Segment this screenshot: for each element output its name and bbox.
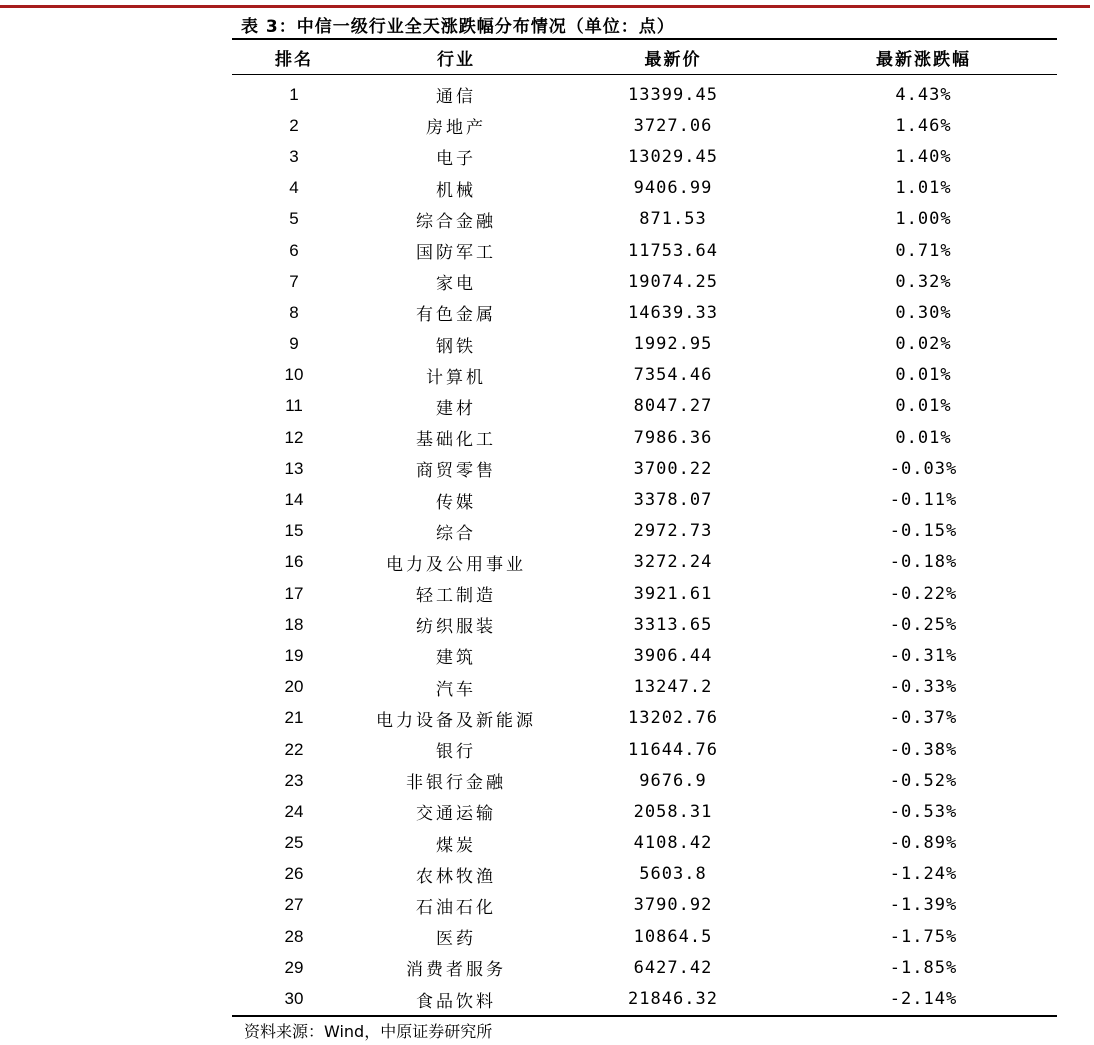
header-industry: 行业 <box>356 39 556 75</box>
cell-price: 2058.31 <box>633 801 713 822</box>
cell-rank: 11 <box>285 396 303 416</box>
cell-industry: 纺织服装 <box>416 617 496 638</box>
cell-price: 11753.64 <box>628 240 718 261</box>
cell-industry: 计算机 <box>426 367 486 388</box>
table-row <box>232 422 1057 453</box>
cell-change: -1.75% <box>889 926 958 947</box>
cell-change: 0.30% <box>895 302 952 323</box>
table-row <box>232 703 1057 734</box>
cell-rank: 1 <box>289 84 299 104</box>
cell-industry: 电子 <box>436 149 476 170</box>
cell-change: -0.11% <box>889 490 958 511</box>
cell-change: 0.71% <box>895 240 952 261</box>
cell-change: -0.31% <box>889 645 958 666</box>
cell-price: 3272.24 <box>633 552 713 573</box>
cell-change: -0.52% <box>889 770 958 791</box>
cell-rank: 22 <box>284 739 304 759</box>
table-row <box>232 110 1057 141</box>
table-row <box>232 828 1057 859</box>
cell-industry: 汽车 <box>436 679 476 700</box>
cell-price: 9676.9 <box>639 770 707 791</box>
cell-industry: 交通运输 <box>416 804 496 825</box>
table-row <box>232 235 1057 266</box>
cell-industry: 基础化工 <box>416 430 496 451</box>
cell-industry: 房地产 <box>426 118 486 139</box>
cell-rank: 8 <box>289 302 299 322</box>
cell-change: -0.53% <box>889 801 958 822</box>
cell-price: 1992.95 <box>633 334 713 355</box>
cell-price: 10864.5 <box>633 926 713 947</box>
cell-industry: 食品饮料 <box>356 983 556 1015</box>
cell-rank: 25 <box>284 833 304 853</box>
table-row <box>232 391 1057 422</box>
cell-price: 7986.36 <box>633 427 713 448</box>
cell-change: 1.40% <box>895 146 952 167</box>
cell-change: -0.22% <box>889 583 958 604</box>
cell-industry: 煤炭 <box>436 835 476 856</box>
cell-price: 3790.92 <box>633 895 713 916</box>
table-row <box>232 796 1057 827</box>
cell-rank: 7 <box>289 271 299 291</box>
cell-industry: 商贸零售 <box>416 461 496 482</box>
cell-industry: 国防军工 <box>416 243 496 264</box>
cell-change: 0.32% <box>895 271 952 292</box>
cell-industry: 消费者服务 <box>406 960 506 981</box>
cell-price: 3313.65 <box>633 614 713 635</box>
cell-change: 4.43% <box>895 84 952 105</box>
cell-rank: 3 <box>289 146 299 166</box>
table-row <box>232 765 1057 796</box>
table-row <box>232 547 1057 578</box>
cell-industry: 综合 <box>436 523 476 544</box>
table-row <box>232 640 1057 671</box>
table-row <box>232 484 1057 515</box>
header-change: 最新涨跌幅 <box>790 39 1057 75</box>
cell-rank: 15 <box>284 521 304 541</box>
cell-price: 3906.44 <box>633 645 713 666</box>
table-row <box>232 516 1057 547</box>
table-row <box>232 173 1057 204</box>
cell-industry: 建筑 <box>436 648 476 669</box>
table-row <box>232 952 1057 983</box>
cell-industry: 机械 <box>436 180 476 201</box>
header-rank: 排名 <box>232 39 356 75</box>
cell-industry: 有色金属 <box>416 305 496 326</box>
cell-change: -1.24% <box>889 864 958 885</box>
cell-rank: 2 <box>289 115 299 135</box>
cell-industry: 通信 <box>436 87 476 108</box>
cell-industry: 石油石化 <box>416 897 496 918</box>
cell-rank: 24 <box>284 801 304 821</box>
cell-rank: 26 <box>284 864 304 884</box>
cell-industry: 电力设备及新能源 <box>376 710 536 731</box>
table-row <box>232 859 1057 890</box>
cell-rank: 6 <box>289 240 299 260</box>
cell-industry: 钢铁 <box>436 336 476 357</box>
table-row <box>232 141 1057 172</box>
table-row <box>232 360 1057 391</box>
cell-price: 13247.2 <box>633 677 713 698</box>
cell-change: -1.39% <box>889 895 958 916</box>
table-row <box>232 890 1057 921</box>
cell-rank: 5 <box>289 209 299 229</box>
table-row <box>232 672 1057 703</box>
cell-rank: 16 <box>284 552 304 572</box>
cell-change: -1.85% <box>889 957 958 978</box>
header-price: 最新价 <box>556 39 790 75</box>
cell-price: 14639.33 <box>628 302 718 323</box>
cell-change: 0.02% <box>895 334 952 355</box>
cell-change: -2.14% <box>790 983 1057 1015</box>
table-row <box>232 297 1057 328</box>
cell-price: 3921.61 <box>633 583 713 604</box>
cell-rank: 28 <box>284 926 304 946</box>
cell-price: 19074.25 <box>628 271 718 292</box>
cell-price: 7354.46 <box>633 365 713 386</box>
top-rule <box>0 5 1090 8</box>
cell-change: -0.33% <box>889 677 958 698</box>
cell-price: 21846.32 <box>556 983 790 1015</box>
table-caption: 表 3：中信一级行业全天涨跌幅分布情况（单位：点） <box>241 17 675 37</box>
cell-change: -0.18% <box>889 552 958 573</box>
cell-rank: 9 <box>289 334 299 354</box>
cell-change: -0.15% <box>889 521 958 542</box>
cell-price: 5603.8 <box>639 864 707 885</box>
cell-price: 13029.45 <box>628 146 718 167</box>
cell-rank: 27 <box>284 895 304 915</box>
cell-rank: 30 <box>232 983 356 1015</box>
cell-rank: 4 <box>289 178 299 198</box>
table-row <box>232 329 1057 360</box>
cell-price: 2972.73 <box>633 521 713 542</box>
industry-change-table <box>232 38 1057 1017</box>
cell-rank: 23 <box>284 770 304 790</box>
cell-industry: 建材 <box>436 398 476 419</box>
cell-change: 0.01% <box>895 427 952 448</box>
cell-rank: 12 <box>284 427 304 447</box>
cell-industry: 农林牧渔 <box>416 866 496 887</box>
cell-price: 6427.42 <box>633 957 713 978</box>
cell-price: 13399.45 <box>628 84 718 105</box>
table-row <box>232 578 1057 609</box>
cell-change: -0.89% <box>889 833 958 854</box>
cell-price: 13202.76 <box>628 708 718 729</box>
table-header-row <box>232 39 1057 75</box>
cell-industry: 医药 <box>436 929 476 950</box>
cell-change: -0.03% <box>889 458 958 479</box>
source-note: 资料来源：Wind，中原证券研究所 <box>244 1022 493 1041</box>
cell-rank: 29 <box>284 957 304 977</box>
table-row <box>232 453 1057 484</box>
cell-price: 9406.99 <box>633 178 713 199</box>
cell-change: -0.38% <box>889 739 958 760</box>
cell-rank: 19 <box>284 645 304 665</box>
cell-rank: 21 <box>284 708 304 728</box>
table-row <box>232 609 1057 640</box>
cell-price: 3727.06 <box>633 115 713 136</box>
cell-rank: 20 <box>284 677 304 697</box>
cell-price: 8047.27 <box>633 396 713 417</box>
cell-change: 0.01% <box>895 365 952 386</box>
cell-industry: 银行 <box>436 742 476 763</box>
cell-rank: 14 <box>284 490 304 510</box>
cell-change: 1.00% <box>895 209 952 230</box>
cell-industry: 传媒 <box>436 492 476 513</box>
table-row <box>232 734 1057 765</box>
table-row <box>232 75 1057 111</box>
table-row <box>232 266 1057 297</box>
cell-price: 11644.76 <box>628 739 718 760</box>
cell-change: 1.01% <box>895 178 952 199</box>
table-row <box>232 921 1057 952</box>
table-row <box>232 983 1057 1015</box>
cell-rank: 18 <box>284 614 304 634</box>
table-body <box>232 75 1057 1016</box>
cell-price: 871.53 <box>639 209 707 230</box>
cell-industry: 轻工制造 <box>416 586 496 607</box>
cell-rank: 13 <box>284 458 304 478</box>
cell-price: 4108.42 <box>633 833 713 854</box>
cell-industry: 综合金融 <box>416 211 496 232</box>
cell-rank: 10 <box>284 365 304 385</box>
cell-change: 1.46% <box>895 115 952 136</box>
cell-rank: 17 <box>284 583 304 603</box>
cell-price: 3700.22 <box>633 458 713 479</box>
table-row <box>232 204 1057 235</box>
cell-price: 3378.07 <box>633 490 713 511</box>
cell-industry: 非银行金融 <box>406 773 506 794</box>
cell-industry: 电力及公用事业 <box>386 554 526 575</box>
cell-change: 0.01% <box>895 396 952 417</box>
cell-change: -0.25% <box>889 614 958 635</box>
cell-industry: 家电 <box>436 274 476 295</box>
cell-change: -0.37% <box>889 708 958 729</box>
